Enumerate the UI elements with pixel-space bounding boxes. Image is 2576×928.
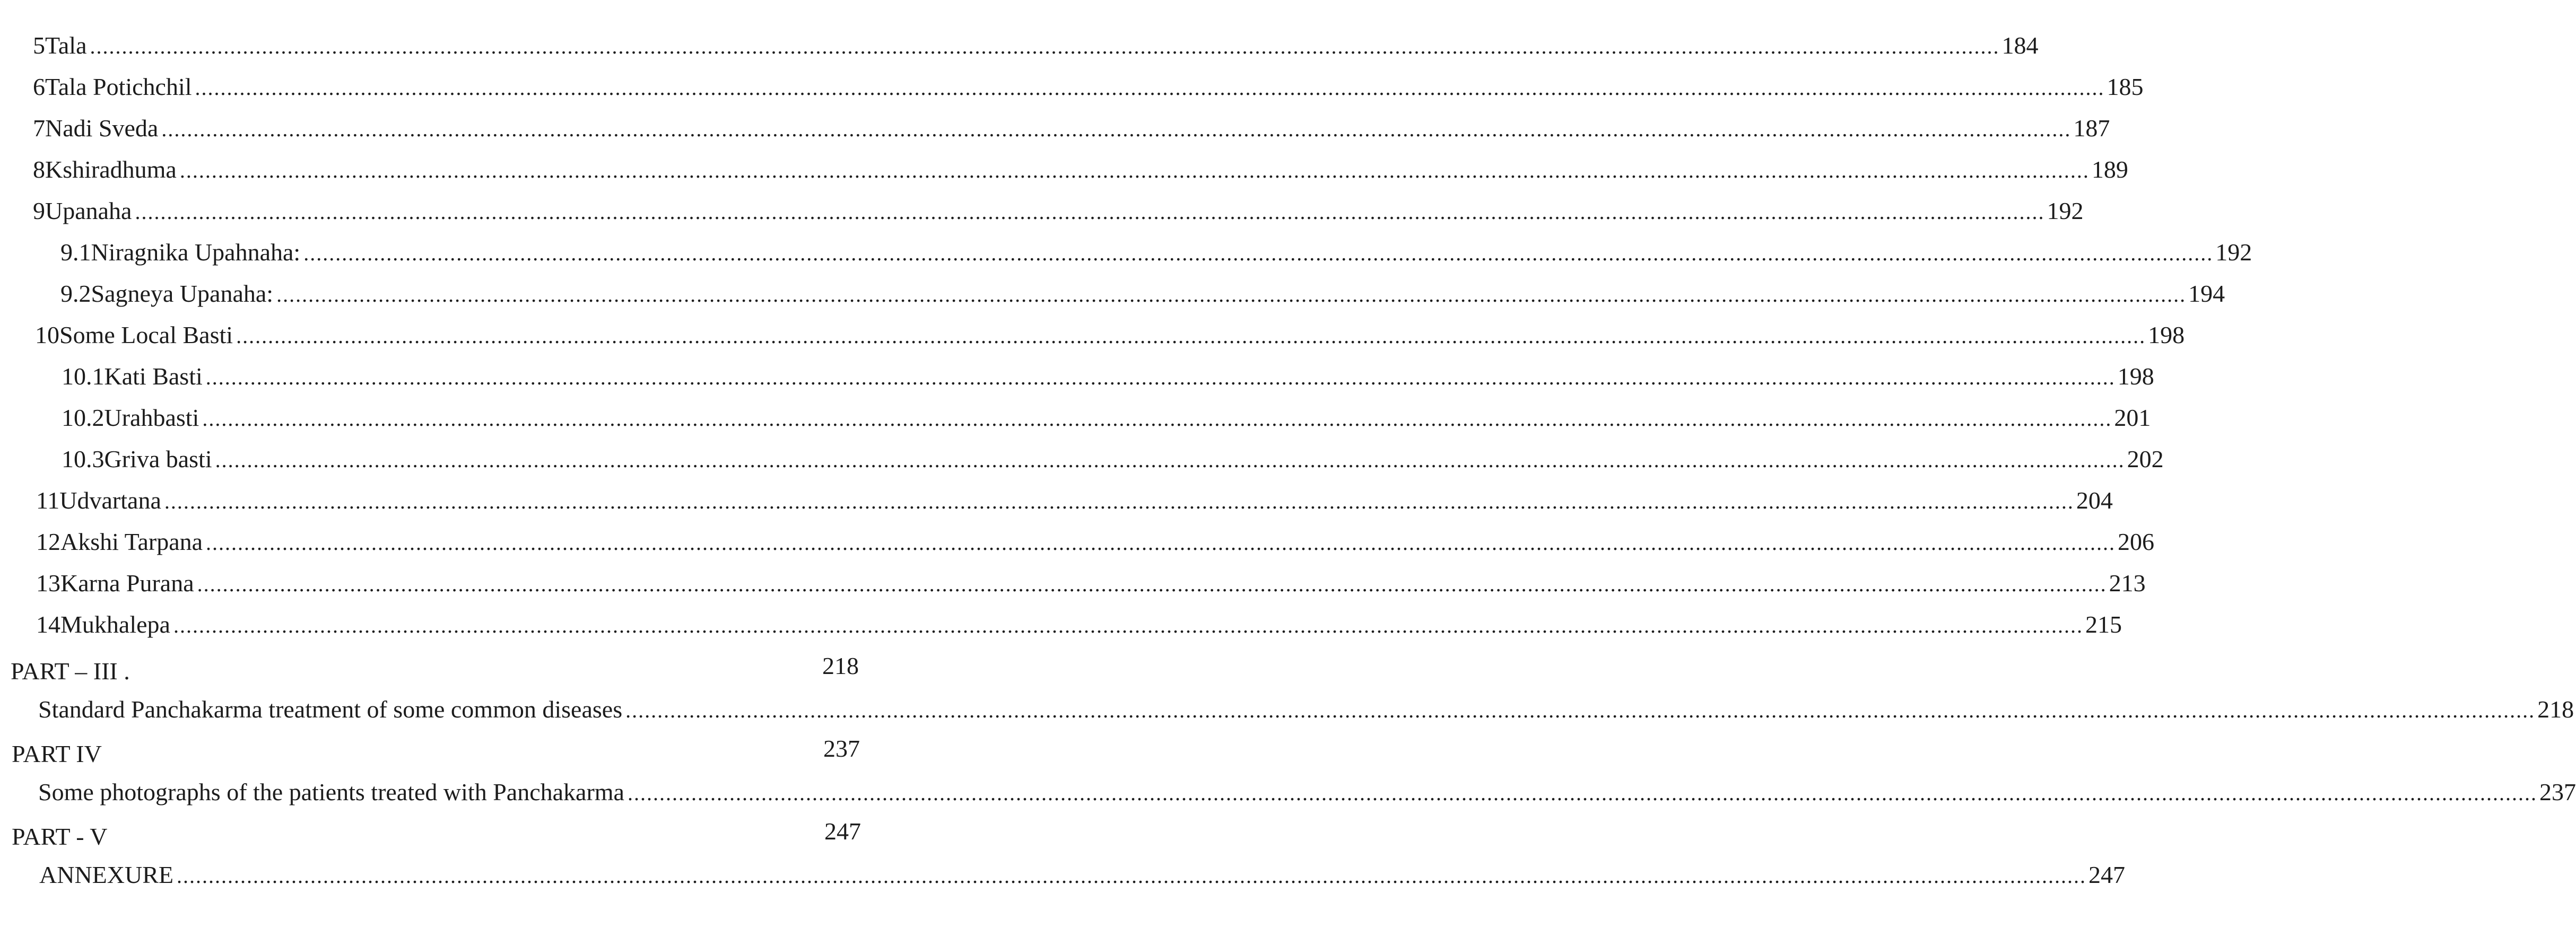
entry-number: 5 — [33, 32, 45, 59]
entry-page-number: 213 — [2109, 570, 2146, 597]
dot-leader: ............................................................................................................................................................................................................................................................................................................ — [276, 283, 2187, 307]
entry-page-number: 206 — [2118, 528, 2155, 555]
entry-page-number: 247 — [2088, 861, 2125, 888]
entry-number: 10.2 — [62, 404, 105, 431]
entry-title: Sagneya Upanaha: — [91, 280, 274, 307]
dot-leader: ............................................................................................................................................................................................................................................................................................................ — [179, 159, 2090, 182]
dot-leader: ............................................................................................................................................................................................................................................................................................................ — [236, 324, 2146, 348]
dot-leader: ............................................................................................................................................................................................................................................................................................................ — [161, 117, 2072, 141]
toc-subentry — [62, 444, 2164, 475]
entry-number: 10.3 — [62, 445, 105, 472]
entry-number: 9 — [33, 197, 45, 224]
part-page-number: 237 — [823, 735, 860, 762]
entry-title: Upanaha — [45, 197, 132, 224]
toc-entry — [33, 196, 2084, 227]
toc-entry — [36, 610, 2122, 641]
entry-page-number: 192 — [2047, 197, 2084, 224]
entry-page-number: 202 — [2127, 445, 2164, 472]
toc-subentry — [62, 362, 2154, 392]
dot-leader: ............................................................................................................................................................................................................................................................................................................ — [206, 531, 2116, 555]
entry-number: 6 — [33, 73, 45, 100]
dot-leader: ............................................................................................................................................................................................................................................................................................................ — [202, 407, 2112, 431]
part-heading: PART – III . — [11, 658, 130, 685]
part-item — [39, 860, 2125, 891]
entry-page-number: 198 — [2148, 321, 2185, 348]
dot-leader: ............................................................................................................................................................................................................................................................................................................ — [176, 864, 2086, 888]
toc-entry — [36, 527, 2155, 558]
dot-leader: ............................................................................................................................................................................................................................................................................................................ — [164, 489, 2074, 513]
entry-title: ANNEXURE — [39, 861, 173, 888]
part-heading: PART IV — [12, 740, 102, 767]
entry-number: 7 — [33, 115, 45, 142]
toc-entry — [33, 113, 2110, 144]
entry-title: Karna Purana — [60, 570, 194, 597]
dot-leader: ............................................................................................................................................................................................................................................................................................................ — [215, 448, 2125, 472]
entry-title: Akshi Tarpana — [60, 528, 203, 555]
entry-page-number: 184 — [2001, 32, 2039, 59]
dot-leader: ............................................................................................................................................................................................................................................................................................................ — [195, 76, 2105, 100]
toc-entry — [33, 155, 2128, 186]
toc-entry — [33, 72, 2144, 103]
entry-number: 11 — [36, 487, 60, 514]
part-item — [38, 777, 2576, 808]
part-item — [38, 695, 2574, 725]
dot-leader: ............................................................................................................................................................................................................................................................................................................ — [205, 365, 2116, 389]
entry-title: Standard Panchakarma treatment of some common diseases — [38, 696, 623, 723]
entry-page-number: 194 — [2188, 280, 2225, 307]
entry-title: Tala — [45, 32, 87, 59]
dot-leader: ............................................................................................................................................................................................................................................................................................................ — [173, 614, 2083, 637]
entry-number: 14 — [36, 611, 60, 638]
entry-number: 9.2 — [60, 280, 91, 307]
part-heading: PART - V — [12, 823, 108, 850]
toc-entry — [33, 31, 2039, 62]
dot-leader: ............................................................................................................................................................................................................................................................................................................ — [627, 781, 2537, 805]
entry-page-number: 215 — [2085, 611, 2122, 638]
entry-page-number: 204 — [2076, 487, 2113, 514]
toc-subentry — [62, 403, 2151, 434]
entry-title: Some photographs of the patients treated with Panchakarma — [38, 778, 624, 806]
dot-leader: ............................................................................................................................................................................................................................................................................................................ — [197, 572, 2107, 596]
entry-page-number: 187 — [2073, 115, 2110, 142]
entry-title: Niragnika Upahnaha: — [91, 239, 301, 266]
entry-number: 9.1 — [60, 239, 91, 266]
entry-page-number: 192 — [2215, 239, 2252, 266]
part-page-number: 247 — [824, 818, 861, 845]
entry-number: 12 — [36, 528, 60, 555]
entry-page-number: 218 — [2537, 696, 2574, 723]
entry-number: 10 — [35, 321, 59, 348]
toc-entry — [36, 486, 2113, 516]
part-page-number: 218 — [822, 652, 859, 679]
toc-subentry — [60, 238, 2252, 268]
entry-page-number: 189 — [2091, 156, 2128, 183]
entry-title: Some Local Basti — [59, 321, 233, 348]
dot-leader: ............................................................................................................................................................................................................................................................................................................ — [135, 200, 2045, 224]
entry-title: Urahbasti — [104, 404, 199, 431]
toc-entry — [36, 568, 2146, 599]
entry-title: Griva basti — [104, 445, 212, 472]
entry-number: 8 — [33, 156, 45, 183]
entry-title: Nadi Sveda — [45, 115, 159, 142]
entry-number: 10.1 — [62, 363, 105, 390]
entry-page-number: 237 — [2539, 778, 2576, 806]
toc-entry — [35, 320, 2185, 351]
entry-page-number: 185 — [2107, 73, 2144, 100]
entry-title: Kshiradhuma — [45, 156, 177, 183]
toc-subentry — [60, 279, 2225, 310]
dot-leader: ............................................................................................................................................................................................................................................................................................................ — [625, 698, 2536, 722]
dot-leader: ............................................................................................................................................................................................................................................................................................................ — [90, 34, 2000, 58]
entry-title: Kati Basti — [104, 363, 203, 390]
entry-title: Udvartana — [59, 487, 161, 514]
entry-title: Tala Potichchil — [45, 73, 192, 100]
dot-leader: ............................................................................................................................................................................................................................................................................................................ — [303, 241, 2214, 265]
entry-number: 13 — [36, 570, 60, 597]
entry-page-number: 201 — [2114, 404, 2151, 431]
entry-title: Mukhalepa — [60, 611, 170, 638]
entry-page-number: 198 — [2117, 363, 2154, 390]
